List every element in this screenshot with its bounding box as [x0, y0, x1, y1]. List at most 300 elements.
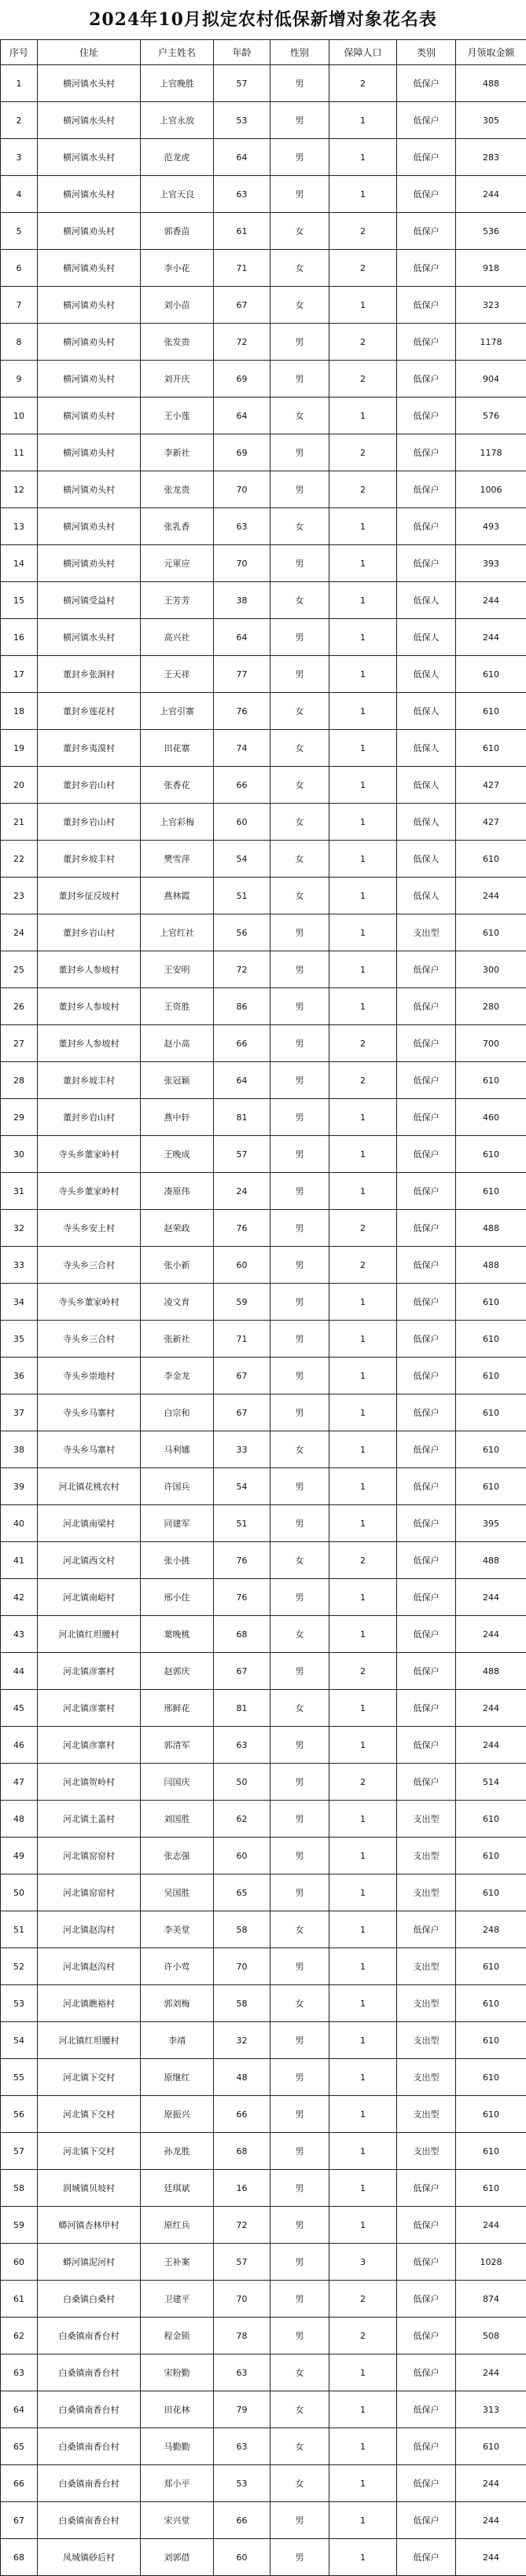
- row-gender: 男: [270, 176, 329, 213]
- row-index: 41: [1, 1542, 38, 1579]
- table-row: [1, 2207, 526, 2244]
- table-row: [1, 2059, 526, 2096]
- table-row: [1, 1247, 526, 1284]
- row-category: 低保户: [397, 2465, 456, 2502]
- row-age: 32: [214, 2022, 270, 2059]
- row-gender: 男: [270, 2170, 329, 2207]
- row-people: 1: [329, 1468, 397, 1505]
- table-row: [1, 1431, 526, 1468]
- table-row: [1, 1062, 526, 1099]
- table-row: [1, 693, 526, 730]
- row-address: 横河镇水头村: [38, 139, 141, 176]
- row-people: 1: [329, 2133, 397, 2170]
- row-name: 郭清军: [141, 1727, 214, 1764]
- row-index: 43: [1, 1616, 38, 1653]
- row-name: 上官红社: [141, 914, 214, 951]
- row-name: 范龙虎: [141, 139, 214, 176]
- table-row: [1, 2391, 526, 2428]
- row-amount: 700: [456, 1025, 526, 1062]
- row-people: 1: [329, 2354, 397, 2391]
- row-age: 76: [214, 693, 270, 730]
- row-amount: 508: [456, 2318, 526, 2354]
- row-amount: 1006: [456, 471, 526, 508]
- row-gender: 男: [270, 1801, 329, 1838]
- row-index: 58: [1, 2170, 38, 2207]
- row-name: 李金龙: [141, 1358, 214, 1394]
- row-name: 同建军: [141, 1505, 214, 1542]
- row-address: 董封乡坡丰村: [38, 1062, 141, 1099]
- row-index: 32: [1, 1210, 38, 1247]
- table-row: [1, 2281, 526, 2318]
- col-people-header: 保障人口: [329, 40, 397, 65]
- row-amount: 244: [456, 2207, 526, 2244]
- table-row: [1, 139, 526, 176]
- row-people: 1: [329, 2170, 397, 2207]
- row-address: 河北镇南梁村: [38, 1505, 141, 1542]
- row-age: 71: [214, 1321, 270, 1358]
- row-index: 39: [1, 1468, 38, 1505]
- row-name: 刘国胜: [141, 1801, 214, 1838]
- row-gender: 男: [270, 2281, 329, 2318]
- row-name: 许小莺: [141, 1948, 214, 1985]
- row-name: 李美堂: [141, 1911, 214, 1948]
- row-gender: 女: [270, 2354, 329, 2391]
- row-people: 1: [329, 1173, 397, 1210]
- row-category: 低保人: [397, 582, 456, 619]
- row-people: 1: [329, 1874, 397, 1911]
- row-people: 1: [329, 1431, 397, 1468]
- row-people: 2: [329, 361, 397, 398]
- row-gender: 女: [270, 1616, 329, 1653]
- row-gender: 女: [270, 582, 329, 619]
- row-amount: 610: [456, 693, 526, 730]
- row-gender: 女: [270, 2428, 329, 2465]
- row-index: 31: [1, 1173, 38, 1210]
- table-row: [1, 2502, 526, 2539]
- row-index: 26: [1, 988, 38, 1025]
- row-name: 赵小高: [141, 1025, 214, 1062]
- row-name: 原红兵: [141, 2207, 214, 2244]
- row-age: 72: [214, 324, 270, 361]
- table-row: [1, 324, 526, 361]
- row-people: 1: [329, 287, 397, 324]
- row-gender: 男: [270, 471, 329, 508]
- row-address: 横河镇劝头村: [38, 434, 141, 471]
- row-age: 71: [214, 250, 270, 287]
- row-people: 1: [329, 1358, 397, 1394]
- row-age: 63: [214, 2428, 270, 2465]
- row-index: 8: [1, 324, 38, 361]
- row-people: 1: [329, 1616, 397, 1653]
- row-amount: 610: [456, 730, 526, 767]
- row-gender: 男: [270, 139, 329, 176]
- row-index: 30: [1, 1136, 38, 1173]
- table-row: [1, 1801, 526, 1838]
- row-name: 许国兵: [141, 1468, 214, 1505]
- row-index: 11: [1, 434, 38, 471]
- row-amount: 610: [456, 1321, 526, 1358]
- row-people: 1: [329, 2465, 397, 2502]
- row-amount: 610: [456, 1874, 526, 1911]
- row-address: 白桑镇南香台村: [38, 2391, 141, 2428]
- row-people: 2: [329, 1062, 397, 1099]
- row-gender: 男: [270, 1173, 329, 1210]
- row-category: 低保户: [397, 2502, 456, 2539]
- row-index: 10: [1, 398, 38, 434]
- row-age: 66: [214, 2096, 270, 2133]
- row-age: 66: [214, 2502, 270, 2539]
- row-age: 58: [214, 1911, 270, 1948]
- row-age: 70: [214, 2281, 270, 2318]
- row-index: 49: [1, 1838, 38, 1874]
- table-row: [1, 2318, 526, 2354]
- row-amount: 244: [456, 582, 526, 619]
- row-people: 1: [329, 878, 397, 914]
- row-gender: 男: [270, 2133, 329, 2170]
- row-gender: 男: [270, 1210, 329, 1247]
- row-category: 低保户: [397, 1505, 456, 1542]
- row-age: 79: [214, 2391, 270, 2428]
- table-row: [1, 1542, 526, 1579]
- col-address-header: 住址: [38, 40, 141, 65]
- table-row: [1, 287, 526, 324]
- row-amount: 300: [456, 951, 526, 988]
- row-people: 1: [329, 1801, 397, 1838]
- row-category: 低保户: [397, 1764, 456, 1801]
- row-amount: 393: [456, 545, 526, 582]
- row-amount: 244: [456, 1579, 526, 1616]
- row-index: 9: [1, 361, 38, 398]
- row-index: 52: [1, 1948, 38, 1985]
- row-gender: 男: [270, 1136, 329, 1173]
- row-index: 28: [1, 1062, 38, 1099]
- row-name: 李靖: [141, 2022, 214, 2059]
- row-category: 支出型: [397, 1874, 456, 1911]
- row-age: 68: [214, 1616, 270, 1653]
- row-gender: 男: [270, 988, 329, 1025]
- row-age: 63: [214, 1727, 270, 1764]
- row-index: 16: [1, 619, 38, 656]
- row-gender: 男: [270, 1099, 329, 1136]
- row-people: 1: [329, 804, 397, 841]
- row-index: 60: [1, 2244, 38, 2281]
- row-category: 低保户: [397, 1099, 456, 1136]
- row-gender: 男: [270, 324, 329, 361]
- row-gender: 男: [270, 1025, 329, 1062]
- col-age-header: 年龄: [214, 40, 270, 65]
- row-category: 低保户: [397, 1653, 456, 1690]
- row-gender: 男: [270, 1838, 329, 1874]
- row-amount: 918: [456, 250, 526, 287]
- row-address: 横河镇水头村: [38, 176, 141, 213]
- row-category: 低保户: [397, 508, 456, 545]
- row-name: 邢小住: [141, 1579, 214, 1616]
- row-address: 河北镇贺岭村: [38, 1764, 141, 1801]
- row-age: 72: [214, 951, 270, 988]
- table-row: [1, 65, 526, 102]
- row-name: 郑小平: [141, 2465, 214, 2502]
- row-amount: 610: [456, 1062, 526, 1099]
- row-address: 河北镇花桃农村: [38, 1468, 141, 1505]
- row-category: 支出型: [397, 914, 456, 951]
- table-row: [1, 1173, 526, 1210]
- table-row: [1, 1505, 526, 1542]
- row-address: 董封乡坡丰村: [38, 841, 141, 878]
- row-index: 44: [1, 1653, 38, 1690]
- row-gender: 男: [270, 2022, 329, 2059]
- row-address: 寺头乡马寨村: [38, 1394, 141, 1431]
- row-gender: 男: [270, 434, 329, 471]
- row-age: 58: [214, 1985, 270, 2022]
- row-index: 62: [1, 2318, 38, 2354]
- row-index: 67: [1, 2502, 38, 2539]
- row-category: 低保人: [397, 767, 456, 804]
- row-people: 2: [329, 213, 397, 250]
- row-gender: 男: [270, 545, 329, 582]
- row-amount: 244: [456, 1616, 526, 1653]
- row-name: 郭香苗: [141, 213, 214, 250]
- row-name: 上官永放: [141, 102, 214, 139]
- row-people: 1: [329, 656, 397, 693]
- row-amount: 493: [456, 508, 526, 545]
- table-row: [1, 1136, 526, 1173]
- row-age: 51: [214, 878, 270, 914]
- row-age: 65: [214, 1874, 270, 1911]
- row-category: 低保人: [397, 619, 456, 656]
- row-gender: 男: [270, 2539, 329, 2576]
- row-age: 69: [214, 434, 270, 471]
- row-index: 38: [1, 1431, 38, 1468]
- table-row: [1, 213, 526, 250]
- row-category: 低保户: [397, 65, 456, 102]
- row-name: 王小莲: [141, 398, 214, 434]
- row-category: 低保户: [397, 213, 456, 250]
- row-gender: 女: [270, 1911, 329, 1948]
- row-name: 宋兴堂: [141, 2502, 214, 2539]
- row-address: 董封乡张涧村: [38, 656, 141, 693]
- row-amount: 610: [456, 1985, 526, 2022]
- row-people: 1: [329, 102, 397, 139]
- row-people: 1: [329, 2096, 397, 2133]
- row-index: 48: [1, 1801, 38, 1838]
- row-age: 70: [214, 1948, 270, 1985]
- table-row: [1, 2133, 526, 2170]
- table-row: [1, 2465, 526, 2502]
- row-gender: 女: [270, 878, 329, 914]
- row-people: 1: [329, 1136, 397, 1173]
- roster-table: [0, 39, 526, 2576]
- table-row: [1, 1358, 526, 1394]
- row-address: 河北镇红坦腰村: [38, 1616, 141, 1653]
- row-people: 1: [329, 2059, 397, 2096]
- row-name: 王天祥: [141, 656, 214, 693]
- row-address: 蟒河镇杏林甲村: [38, 2207, 141, 2244]
- row-address: 寺头乡三合村: [38, 1321, 141, 1358]
- row-name: 李小花: [141, 250, 214, 287]
- row-name: 邢鲜花: [141, 1690, 214, 1727]
- row-people: 1: [329, 139, 397, 176]
- row-people: 1: [329, 545, 397, 582]
- row-age: 54: [214, 841, 270, 878]
- row-address: 横河镇劝头村: [38, 545, 141, 582]
- row-people: 1: [329, 2502, 397, 2539]
- table-row: [1, 2170, 526, 2207]
- row-age: 60: [214, 2539, 270, 2576]
- row-age: 53: [214, 102, 270, 139]
- row-category: 支出型: [397, 1838, 456, 1874]
- row-category: 低保人: [397, 656, 456, 693]
- row-index: 45: [1, 1690, 38, 1727]
- row-amount: 488: [456, 1542, 526, 1579]
- row-category: 低保人: [397, 730, 456, 767]
- row-age: 86: [214, 988, 270, 1025]
- row-category: 低保人: [397, 693, 456, 730]
- table-row: [1, 619, 526, 656]
- row-amount: 488: [456, 1653, 526, 1690]
- row-index: 42: [1, 1579, 38, 1616]
- row-category: 低保户: [397, 1284, 456, 1321]
- row-category: 低保户: [397, 545, 456, 582]
- row-address: 河北镇赵沟村: [38, 1911, 141, 1948]
- row-name: 张香花: [141, 767, 214, 804]
- page-title: 2024年10月拟定农村低保新增对象花名表: [0, 0, 526, 39]
- row-name: 刘小苗: [141, 287, 214, 324]
- row-category: 支出型: [397, 1801, 456, 1838]
- row-index: 51: [1, 1911, 38, 1948]
- row-category: 低保户: [397, 1210, 456, 1247]
- row-category: 低保户: [397, 1431, 456, 1468]
- row-category: 低保户: [397, 361, 456, 398]
- row-index: 64: [1, 2391, 38, 2428]
- row-people: 1: [329, 2022, 397, 2059]
- row-people: 1: [329, 1579, 397, 1616]
- row-index: 65: [1, 2428, 38, 2465]
- row-amount: 244: [456, 2465, 526, 2502]
- row-index: 18: [1, 693, 38, 730]
- row-name: 原振兴: [141, 2096, 214, 2133]
- row-address: 寺头乡崇地村: [38, 1358, 141, 1394]
- row-people: 1: [329, 2539, 397, 2576]
- table-row: [1, 1653, 526, 1690]
- row-index: 61: [1, 2281, 38, 2318]
- row-people: 1: [329, 767, 397, 804]
- row-index: 13: [1, 508, 38, 545]
- row-amount: 610: [456, 2096, 526, 2133]
- row-amount: 610: [456, 1358, 526, 1394]
- row-gender: 男: [270, 361, 329, 398]
- row-people: 1: [329, 1948, 397, 1985]
- table-row: [1, 804, 526, 841]
- row-age: 66: [214, 767, 270, 804]
- table-row: [1, 1838, 526, 1874]
- row-index: 1: [1, 65, 38, 102]
- table-row: [1, 434, 526, 471]
- row-address: 横河镇劝头村: [38, 287, 141, 324]
- row-gender: 女: [270, 2465, 329, 2502]
- row-age: 76: [214, 1210, 270, 1247]
- row-name: 王安明: [141, 951, 214, 988]
- row-name: 张发贵: [141, 324, 214, 361]
- table-row: [1, 102, 526, 139]
- row-address: 寺头乡董家岭村: [38, 1173, 141, 1210]
- row-amount: 610: [456, 2059, 526, 2096]
- row-gender: 男: [270, 2059, 329, 2096]
- row-category: 低保户: [397, 2244, 456, 2281]
- table-body: [1, 65, 526, 2576]
- row-gender: 男: [270, 1321, 329, 1358]
- row-name: 高兴社: [141, 619, 214, 656]
- row-amount: 610: [456, 2022, 526, 2059]
- row-name: 王资胜: [141, 988, 214, 1025]
- table-row: [1, 767, 526, 804]
- table-row: [1, 1468, 526, 1505]
- row-people: 2: [329, 2318, 397, 2354]
- row-gender: 女: [270, 804, 329, 841]
- table-row: [1, 1764, 526, 1801]
- row-people: 3: [329, 2244, 397, 2281]
- row-category: 低保户: [397, 1579, 456, 1616]
- row-name: 程金锁: [141, 2318, 214, 2354]
- row-gender: 男: [270, 2318, 329, 2354]
- row-index: 25: [1, 951, 38, 988]
- row-index: 35: [1, 1321, 38, 1358]
- table-row: [1, 2244, 526, 2281]
- row-index: 27: [1, 1025, 38, 1062]
- row-address: 河北镇瞧裕村: [38, 1985, 141, 2022]
- row-category: 低保户: [397, 1911, 456, 1948]
- row-amount: 514: [456, 1764, 526, 1801]
- row-name: 赵郭庆: [141, 1653, 214, 1690]
- row-name: 卫建平: [141, 2281, 214, 2318]
- row-address: 白桑镇南香台村: [38, 2428, 141, 2465]
- table-row: [1, 914, 526, 951]
- row-amount: 874: [456, 2281, 526, 2318]
- table-row: [1, 1321, 526, 1358]
- row-name: 上官晚胜: [141, 65, 214, 102]
- col-name-header: 户主姓名: [141, 40, 214, 65]
- row-category: 低保户: [397, 102, 456, 139]
- row-age: 62: [214, 1801, 270, 1838]
- row-gender: 女: [270, 2391, 329, 2428]
- row-address: 董封乡人参坡村: [38, 951, 141, 988]
- table-row: [1, 1616, 526, 1653]
- row-index: 17: [1, 656, 38, 693]
- row-category: 低保户: [397, 1247, 456, 1284]
- row-index: 68: [1, 2539, 38, 2576]
- row-name: 王晚成: [141, 1136, 214, 1173]
- row-people: 2: [329, 2281, 397, 2318]
- row-index: 55: [1, 2059, 38, 2096]
- row-age: 54: [214, 1468, 270, 1505]
- row-name: 闫国庆: [141, 1764, 214, 1801]
- row-age: 70: [214, 471, 270, 508]
- row-address: 河北镇彦寨村: [38, 1690, 141, 1727]
- row-address: 河北镇窑窑村: [38, 1838, 141, 1874]
- table-row: [1, 250, 526, 287]
- row-category: 低保户: [397, 1358, 456, 1394]
- row-index: 29: [1, 1099, 38, 1136]
- row-age: 67: [214, 1653, 270, 1690]
- row-gender: 女: [270, 213, 329, 250]
- row-gender: 女: [270, 767, 329, 804]
- row-category: 低保户: [397, 1062, 456, 1099]
- row-category: 低保户: [397, 1616, 456, 1653]
- row-amount: 323: [456, 287, 526, 324]
- row-age: 38: [214, 582, 270, 619]
- row-amount: 610: [456, 1948, 526, 1985]
- row-amount: 610: [456, 1838, 526, 1874]
- row-name: 刘郭借: [141, 2539, 214, 2576]
